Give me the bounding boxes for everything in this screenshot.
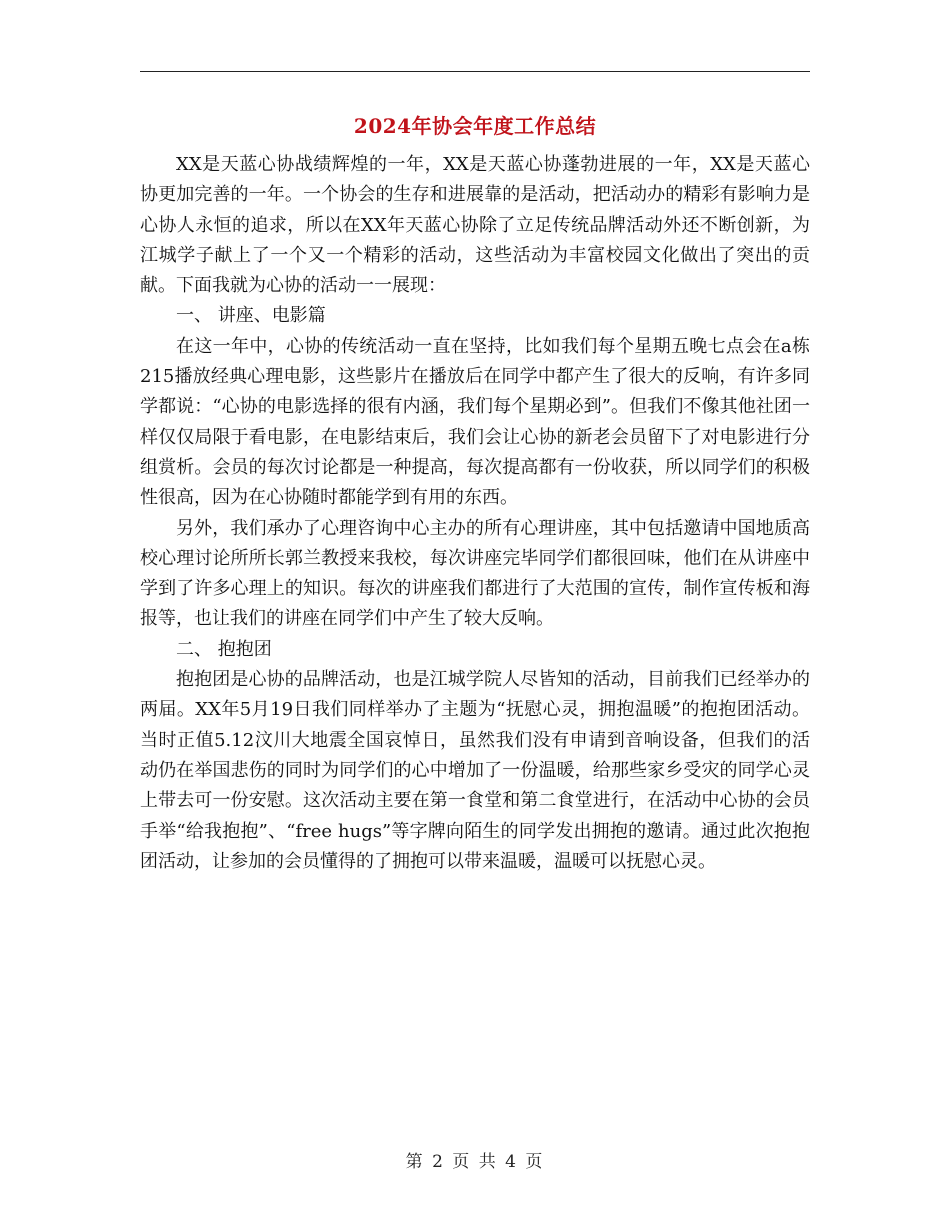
paragraph-intro: XX是天蓝心协战绩辉煌的一年，XX是天蓝心协蓬勃进展的一年，XX是天蓝心协更加完善的一年。一个协会的生存和进展靠的是活动，把活动办的精彩有影响力是心协人永恒的追求，所以在XX年天蓝心协除了立足传统品牌活动外还不断创新，为江城学子献上了一个又一个精彩的活动，这些活动为丰富校园文化做出了突出的贡献。下面我就为心协的活动一一展现：	[140, 154, 810, 297]
header-rule	[140, 71, 810, 72]
document-body	[140, 150, 810, 877]
section-heading-lectures: 一、 讲座、电影篇	[176, 305, 326, 327]
paragraph-movies: 在这一年中，心协的传统活动一直在坚持，比如我们每个星期五晚七点会在a栋215播放经典心理电影，这些影片在播放后在同学中都产生了很大的反响，有许多同学都说：“心协的电影选择的很有内涵，我们每个星期必到”。但我们不像其他社团一样仅仅局限于看电影，在电影结束后，我们会让心协的新老会员留下了对电影进行分组赏析。会员的每次讨论都是一种提高，每次提高都有一份收获，所以同学们的积极性很高，因为在心协随时都能学到有用的东西。	[140, 335, 810, 509]
section-heading-hugs: 二、 抱抱团	[176, 638, 272, 660]
paragraph-hugs: 抱抱团是心协的品牌活动，也是江城学院人尽皆知的活动，目前我们已经举办的两届。XX年5月19日我们同样举办了主题为“抚慰心灵，拥抱温暖”的抱抱团活动。当时正值5.12汶川大地震全国哀悼日，虽然我们没有申请到音响设备，但我们的活动仍在举国悲伤的同时为同学们的心中增加了一份温暖，给那些家乡受灾的同学心灵上带去可一份安慰。这次活动主要在第一食堂和第二食堂进行，在活动中心协的会员手举“给我抱抱”、“free hugs”等字牌向陌生的同学发出拥抱的邀请。通过此次抱抱团活动，让参加的会员懂得的了拥抱可以带来温暖，温暖可以抚慰心灵。	[140, 669, 810, 872]
page-footer: 第 2 页 共 4 页	[405, 1152, 545, 1172]
paragraph-lectures: 另外，我们承办了心理咨询中心主办的所有心理讲座，其中包括邀请中国地质高校心理讨论所所长郭兰教授来我校，每次讲座完毕同学们都很回味，他们在从讲座中学到了许多心理上的知识。每次的讲座我们都进行了大范围的宣传，制作宣传板和海报等，也让我们的讲座在同学们中产生了较大反响。	[140, 517, 810, 630]
document-title: 2024年协会年度工作总结	[353, 114, 597, 138]
